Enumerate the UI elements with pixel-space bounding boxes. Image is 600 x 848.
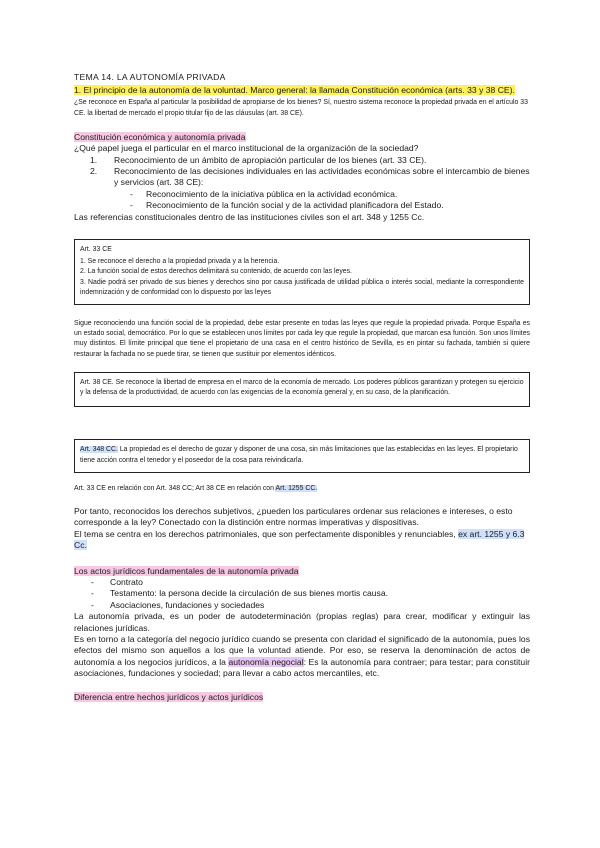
section-3-paragraph-2-b: : Es la autonomía para contraer; para testar; para constituir asociaciones, fundaciones y sociedad; para llevar a cabo actos mercantiles, etc. <box>74 656 530 679</box>
list-item: - Contrato <box>74 577 530 588</box>
list-item-text: Reconocimiento de las decisiones individuales en las actividades económicas sobre el intercambio de bienes y servicios (art. 38 CE): <box>114 166 530 188</box>
section-4-heading-text: Diferencia entre hechos jurídicos y actos jurídicos <box>74 691 264 702</box>
list-item <box>74 166 530 189</box>
section-3-highlight: autonomía negocial <box>228 656 304 667</box>
document-title: TEMA 14. LA AUTONOMÍA PRIVADA <box>74 72 226 82</box>
art-348-ref: Art. 348 CC. <box>80 446 118 454</box>
document-page <box>74 68 530 703</box>
section-2-refs: Las referencias constitucionales dentro de las instituciones civiles son el art. 348 y 1255 Cc. <box>74 211 425 222</box>
section-3-list <box>74 577 530 611</box>
sublist-item: - Reconocimiento de la función social y de la actividad planificadora del Estado. <box>74 200 530 211</box>
section-1-text: ¿Se reconoce en España al particular la posibilidad de apropiarse de los bienes? Sí, nuestro sistema reconoce la propiedad privada en el artículo 33 CE. la libertad de mercado el propio titular fijo de las cláusulas (art. 38 CE). <box>74 99 528 117</box>
list-item <box>74 155 530 166</box>
relation-prefix: Art. 33 CE en relación con Art. 348 CC; Art 38 CE en relación con <box>74 484 276 492</box>
section-3-heading <box>74 566 530 577</box>
section-2-list <box>74 155 530 189</box>
list-item-number: 1. <box>90 154 98 165</box>
relation-ref: Art. 1255 CC. <box>275 484 318 492</box>
relation-line <box>74 484 530 494</box>
section-1-heading-text: 1. El principio de la autonomía de la voluntad. Marco general: la llamada Constitución económica (arts. 33 y 38 CE). <box>74 85 515 95</box>
art-348-box <box>74 439 530 472</box>
list-item-number: 2. <box>90 166 98 177</box>
section-1-heading <box>74 85 530 96</box>
art-33-title: Art. 33 CE <box>80 246 112 254</box>
paragraph-function-social: Sigue reconociendo una función social de la propiedad, debe estar presente en todas las leyes que regule la propiedad privada. Porque España es un estado social, democrático. Por lo que se establecen unos límites por cada ley que regule la propiedad, que marcan esa función. Son unos límites muy distintos. El límite principal que tiene el propietario de una casa en el centro histórico de Sevilla, es en pintar su fachada, también si quiere restaurar la fachada no se puede tirar, se tienen que sustituir por elementos idénticos. <box>74 320 530 358</box>
list-item-text: Reconocimiento de un ámbito de apropiación particular de los bienes (art. 33 CE). <box>114 154 427 165</box>
art-348-text: La propiedad es el derecho de gozar y disponer de una cosa, sin más limitaciones que las establecidas en las leyes. El propietario tiene acción contra el tenedor y el poseedor de la cosa para reivindicarla. <box>80 446 518 464</box>
section-3-paragraph-2-a: Es en torno a la categoría del negocio jurídico cuando se presenta con claridad el significado de la autonomía, pues los efectos del mismo son aquellos a los que la voluntad atiende. Por eso, se reserva la denominación de actos de autonomía a los negocios jurídicos, a la <box>74 633 530 667</box>
art-38-box <box>74 372 530 407</box>
art-33-line-2: 2. La función social de estos derechos delimitará su contenido, de acuerdo con las leyes. <box>80 268 352 276</box>
section-3-heading-text: Los actos jurídicos fundamentales de la autonomía privada <box>74 565 299 576</box>
section-3-paragraph-2 <box>74 634 530 680</box>
art-33-line-3: 3. Nadie podrá ser privado de sus bienes y derechos sino por causa justificada de utilidad pública o interés social, mediante la correspondiente indemnización y de conformidad con lo dispuesto por las leyes <box>80 278 524 296</box>
paragraph-subjective-rights: Por tanto, reconocidos los derechos subjetivos, ¿pueden los particulares ordenar sus relaciones e intereses, o esto corresponde a la ley? Conectado con la distinción entre normas imperativas y dispositivas. <box>74 505 513 528</box>
paragraph-patrimonial-text: El tema se centra en los derechos patrimoniales, que son perfectamente disponibles y renunciables, <box>74 528 459 539</box>
paragraph-patrimonial <box>74 529 530 552</box>
section-2-question: ¿Qué papel juega el particular en el marco institucional de la organización de la sociedad? <box>74 143 419 154</box>
section-2-heading <box>74 132 530 143</box>
art-33-line-1: 1. Se reconoce el derecho a la propiedad privada y a la herencia. <box>80 258 280 266</box>
list-item: - Testamento: la persona decide la circulación de sus bienes mortis causa. <box>74 588 530 599</box>
list-item: - Asociaciones, fundaciones y sociedades <box>74 600 530 611</box>
section-2-sublist <box>74 189 530 212</box>
section-4-heading <box>74 692 530 703</box>
section-3-paragraph-1: La autonomía privada, es un poder de autodeterminación (propias reglas) para crear, modificar y extinguir las relaciones jurídicas. <box>74 611 530 633</box>
section-2-heading-text: Constitución económica y autonomía privada <box>74 131 246 142</box>
art-33-box <box>74 239 530 305</box>
paragraph-patrimonial-ref: ex art. 1255 y 6.3 Cc. <box>74 528 525 551</box>
sublist-item: - Reconocimiento de la iniciativa pública en la actividad económica. <box>74 189 530 200</box>
art-38-text: Art. 38 CE. Se reconoce la libertad de empresa en el marco de la economía de mercado. Los poderes públicos garantizan y protegen su ejercicio y la defensa de la productividad, de acuerdo con las exigencias de la economía general y, en su caso, de la planificación. <box>80 378 524 397</box>
